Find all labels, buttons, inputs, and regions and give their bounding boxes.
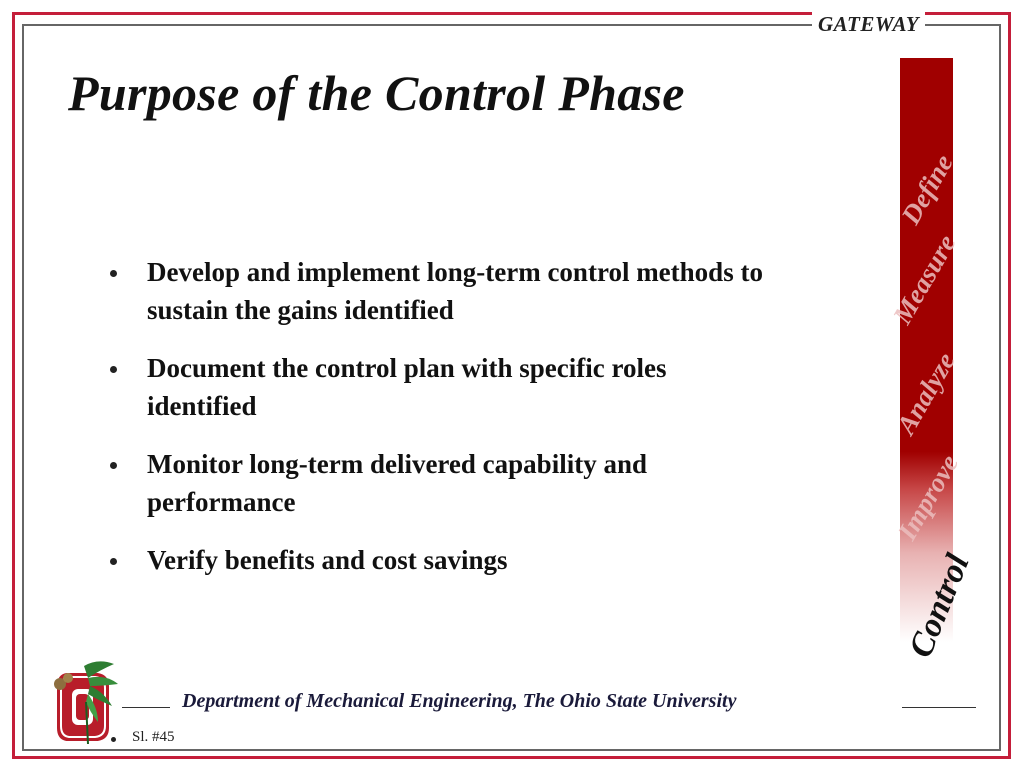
phase-improve: Improve — [891, 449, 965, 546]
footer-line-right — [902, 707, 976, 708]
bullet-text: Develop and implement long-term control methods to sustain the gains identified — [147, 257, 763, 325]
bullet-text: Monitor long-term delivered capability and performance — [147, 449, 647, 517]
slide-number: Sl. #45 — [132, 729, 175, 745]
bullet-text: Document the control plan with specific roles identified — [147, 353, 667, 421]
bullet-icon — [110, 366, 117, 373]
bullet-text: Verify benefits and cost savings — [147, 545, 508, 575]
phase-measure: Measure — [886, 229, 962, 329]
footer-department: Department of Mechanical Engineering, The Ohio State University — [182, 690, 737, 712]
bullet-icon — [110, 462, 117, 469]
ohio-state-logo-icon — [48, 656, 120, 746]
footer-line-left — [122, 707, 170, 708]
bullet-icon — [110, 270, 117, 277]
bullet-item — [100, 541, 780, 579]
slide-number-bullet-icon — [111, 737, 116, 742]
phase-define: Define — [895, 149, 959, 230]
bullet-list — [100, 253, 780, 599]
bullet-item — [100, 253, 780, 329]
phase-analyze: Analyze — [890, 347, 961, 440]
slide-title: Purpose of the Control Phase — [68, 65, 685, 121]
bullet-item — [100, 445, 780, 521]
bullet-icon — [110, 558, 117, 565]
phase-control: Control — [902, 548, 977, 663]
gateway-label: GATEWAY — [812, 9, 925, 39]
bullet-item — [100, 349, 780, 425]
